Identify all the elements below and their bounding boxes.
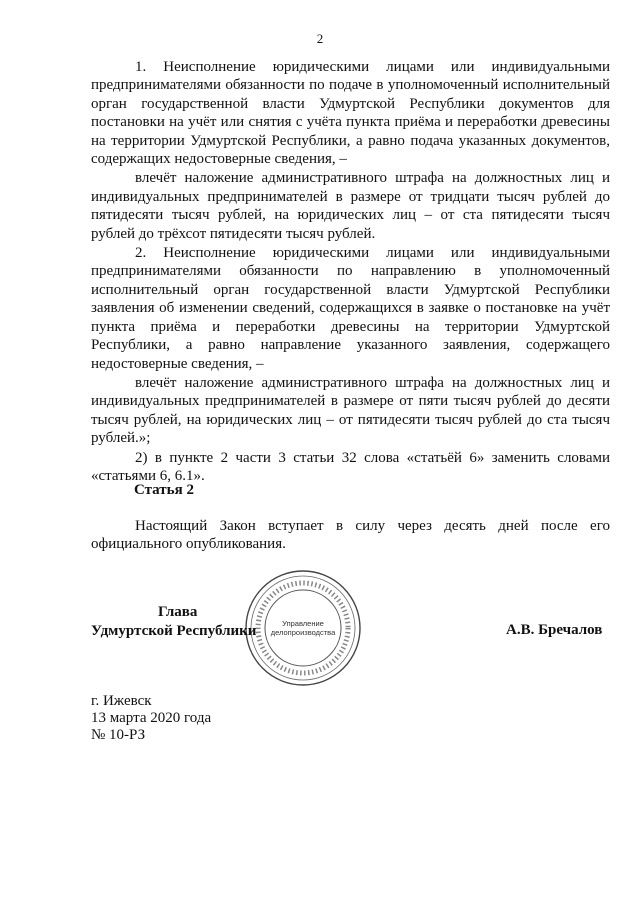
paragraph-1: 1. Неисполнение юридическими лицами или индивидуальными предпринимателями обязанности по подаче в уполномоченный исполнительный орган государственной власти Удмуртской Республики документов для постановки на учёт или снятия с учёта пункта приёма и переработки древесины на территории Удмуртской Республики, а равно подача указанных документов, содержащих недостоверные сведения, – (91, 59, 610, 168)
paragraph-5: 2) в пункте 2 части 3 статьи 32 слова «статьёй 6» заменить словами «статьями 6, 6.1». (91, 449, 610, 484)
final-section (91, 517, 610, 554)
date: 13 марта 2020 года (91, 710, 212, 726)
law-number: № 10-РЗ (91, 727, 146, 743)
signatory-title (91, 603, 291, 641)
seal-line-1: Управление (282, 619, 324, 628)
paragraph-4: влечёт наложение административного штрафа на должностных лиц и индивидуальных предпринимателей в размере от пяти тысяч рублей до десяти тысяч рублей, на юридических лиц – от пятидесяти тысяч рублей до ста тысяч рублей.»; (91, 374, 610, 447)
signatory-name: А.В. Бречалов (506, 622, 603, 638)
signatory-title-line-1: Глава (158, 604, 198, 620)
document-body (91, 58, 610, 485)
seal-line-2: делопроизводства (270, 628, 336, 637)
signatory-title-line-2: Удмуртской Республики (91, 623, 257, 639)
article-title: Статья 2 (134, 482, 194, 498)
place: г. Ижевск (91, 693, 152, 709)
page-number: 2 (316, 31, 324, 46)
final-paragraph: Настоящий Закон вступает в силу через десять дней после его официального опубликования. (91, 518, 610, 553)
place-date-block (91, 693, 211, 744)
paragraph-2: влечёт наложение административного штрафа на должностных лиц и индивидуальных предпринимателей в размере от тридцати тысяч рублей до пятидесяти тысяч рублей, на юридических лиц – от ста пятидесяти тысяч рублей до трёхсот пятидесяти тысяч рублей. (91, 170, 610, 242)
paragraph-3: 2. Неисполнение юридическими лицами или индивидуальными предпринимателями обязанности по направлению в уполномоченный исполнительный орган государственной власти Удмуртской Республики заявления об изменении сведений, содержащихся в заявке о постановке на учёт пункта приёма и переработки древесины на территории Удмуртской Республики, а равно направление указанного заявления, содержащего недостоверные сведения, – (91, 245, 610, 372)
